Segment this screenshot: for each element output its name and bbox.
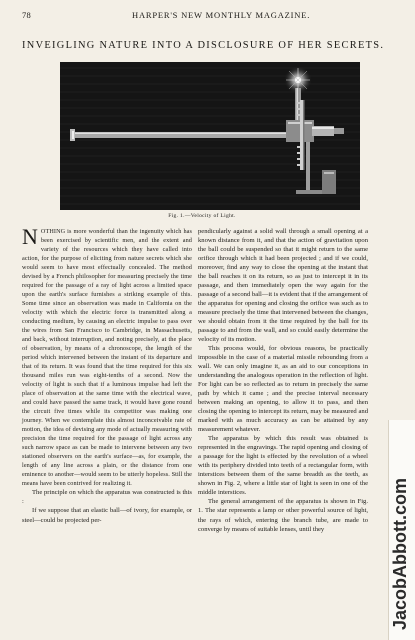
paragraph-text: OTHING is more wonderful than the ingenuity which has been exercised by scientific men, and the extent and variety of the resources which they have called into action, for the purpose of eliciting from nature secrets which she would seem to have most effectually concealed. The method devised by a French philosopher for measuring precisely the time required for the passage of a ray of light across a limited space upon the earth's surface furnishes a striking example of this. Some time since an observation was made in California on the velocity with which the electric force is transmitted along a conducting medium, by causing an electric impulse to pass over the wires from San Francisco to Cambridge, in Massachusetts, and back, without interruption, and noting precisely, at the place of observation, by means of a chronoscope, the length of the period which intervened between the instant of its departure and that of its return. It was found that the time required for this six thousand miles run was eight-tenths of a second. Now the velocity of light is such that if a luminous impulse had left the place of observation at the same time with the electrical wave, and could have passed the same track, it would have gone round the circuit five times while its competitor was making one journey. When we contemplate this almost inconceivable rate of motion, the idea of devising any mode of actually measuring with precision the time required for the passage of light across any such narrow space as can be made to intervene between any two stationed observers on the earth's surface—as, for example, the length of any line across a plain, or the distance from one eminence to another—would seem to be utterly hopeless. Still the means have been contrived for realizing it. xyxy=(22,228,192,488)
paragraph: This process would, for obvious reasons, be practically impossible in the case of a material missile rebounding from a wall. We can only imagine it, as an aid to our conceptions in understanding the analogous operation in the reflection of light. For light can be so reflected as to return in precisely the same path by which it came ; and the precise interval necessary between making an opening, to allow it to pass, and then closing the opening to intercept its return, may be measured and marked with as much accuracy as can be attained by any measurement whatever. xyxy=(198,345,368,434)
paragraph: If we suppose that an elastic ball—of ivory, for example, or steel—could be projected per- xyxy=(22,507,192,524)
paragraph xyxy=(22,224,192,488)
watermark-text: JacobAbbott.com xyxy=(390,477,410,630)
text-column-left xyxy=(22,224,192,525)
article-title: INVEIGLING NATURE INTO A DISCLOSURE OF HER SECRETS. xyxy=(22,40,385,51)
text-column-right xyxy=(198,227,368,534)
page-number: 78 xyxy=(22,10,31,20)
paragraph: The apparatus by which this result was obtained is represented in the engravings. The rapid opening and closing of a passage for the light is effected by the revolution of a wheel with its periphery divided into teeth of a rectangular form, with interstices between them of the same breadth as the teeth, as shown in Fig. 2, where a little star of light is seen in one of the middle interstices. xyxy=(198,435,368,497)
drop-cap: N xyxy=(22,224,38,249)
paragraph: pendicularly against a solid wall through a small opening at a known distance from it, and that the action of gravitation upon the ball could be suspended so that it might return to the same orifice through which it had been projected ; and if we could, moreover, find any way to close the opening at the instant that the ball reaches it on its return, so as just to intercept it in its passage, and then immediately open the way again for the passage of a second ball—it is evident that if the arrangement of the apparatus for opening and closing the orifice was such as to measure precisely the time that intervened between the changes, we should obtain from it the time required by the ball for its passage to and from the wall, and so could easily determine the velocity of its motion. xyxy=(198,228,368,344)
apparatus-engraving xyxy=(60,62,360,210)
running-header xyxy=(22,10,382,22)
paragraph: The principle on which the apparatus was constructed is this : xyxy=(22,489,192,506)
figure-velocity-of-light xyxy=(60,62,360,210)
watermark-strip xyxy=(388,420,415,640)
paragraph: The general arrangement of the apparatus is shown in Fig. 1. The star represents a lamp or other powerful source of light, the rays of which, entering the branch tube, are made to converge by means of suitable lenses, until they xyxy=(198,498,368,533)
figure-caption: Fig. 1.—Velocity of Light. xyxy=(168,213,236,219)
magazine-name: HARPER'S NEW MONTHLY MAGAZINE. xyxy=(132,10,311,20)
